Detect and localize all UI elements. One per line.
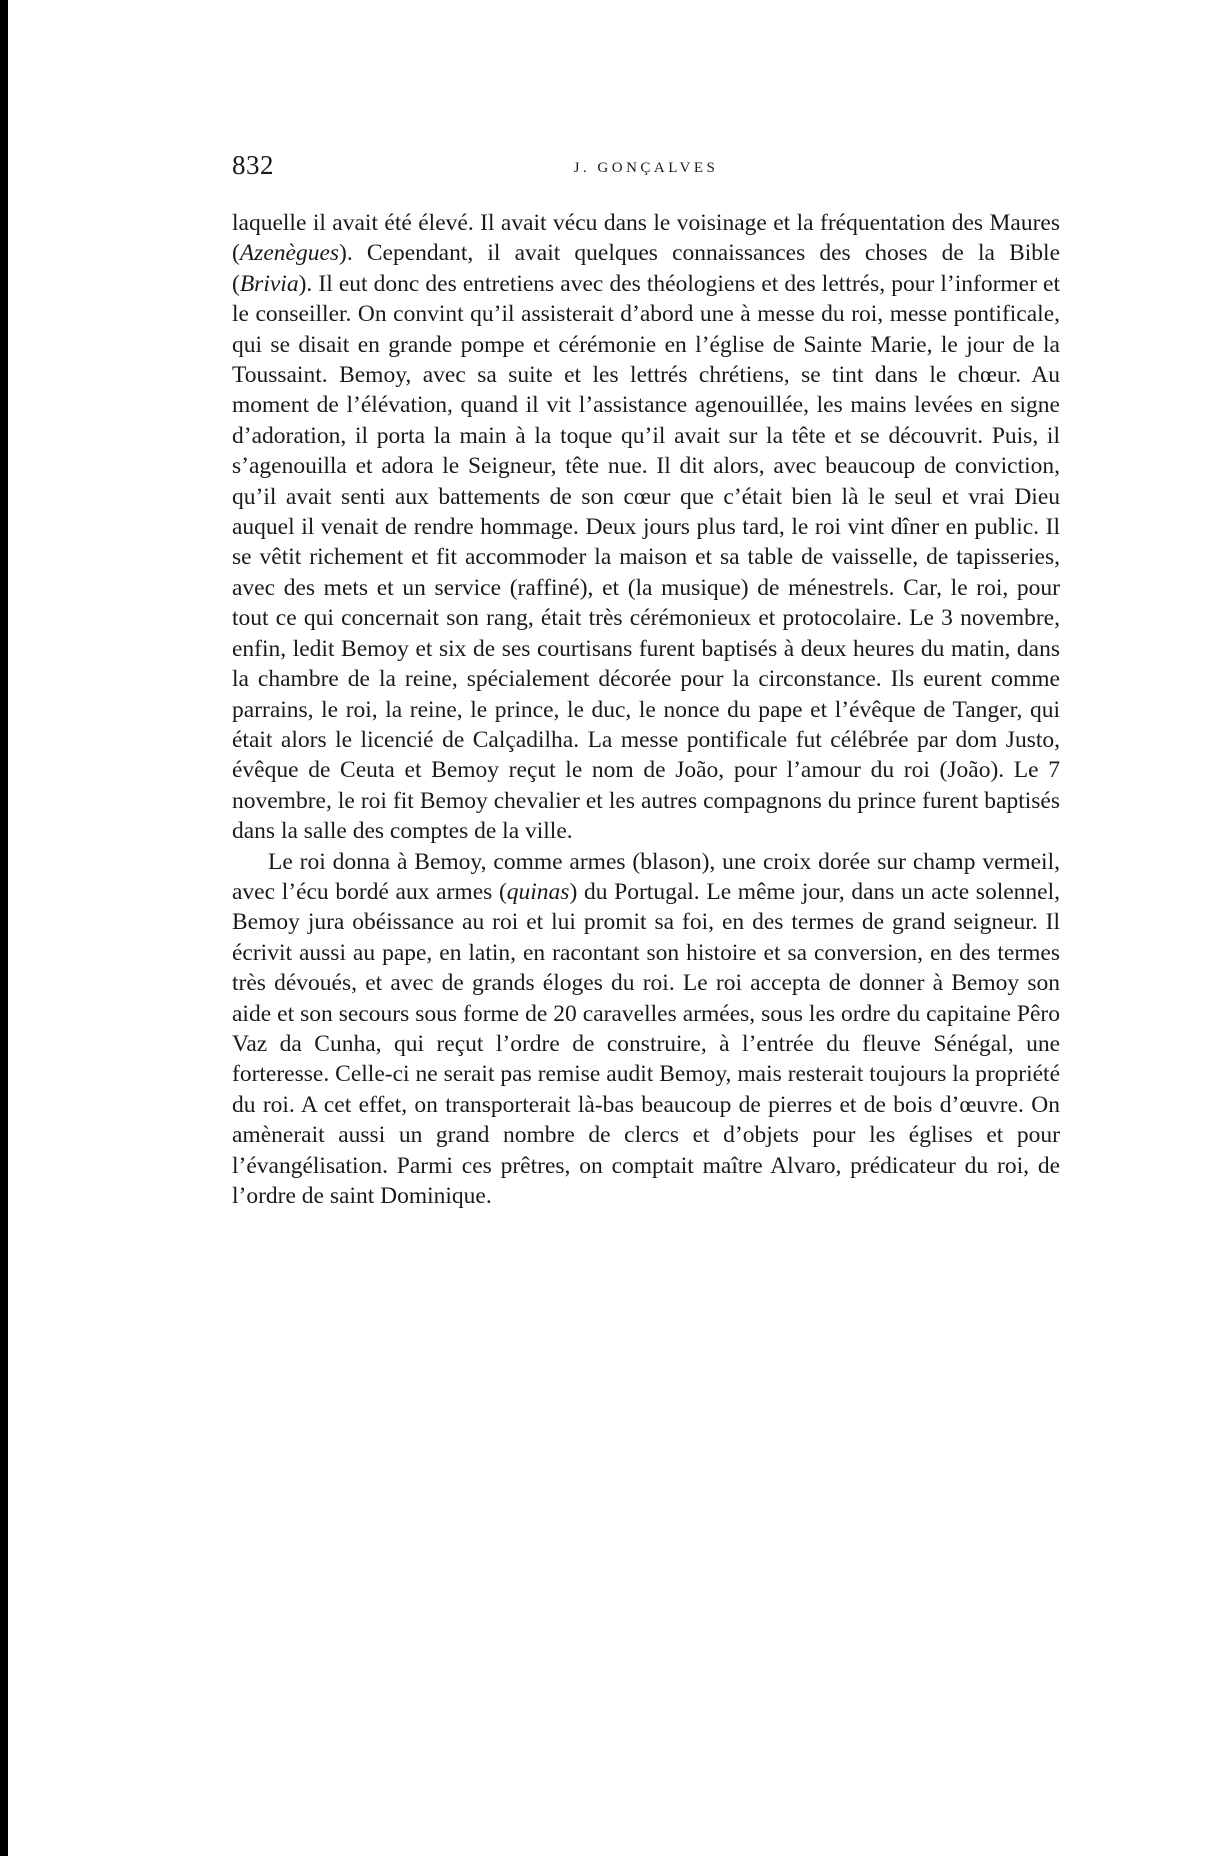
paragraph-2-text-2: ) du Portugal. Le même jour, dans un acte solennel, Bemoy jura obéissance au roi et lui promit sa foi, en des termes de grand seigneur. Il écrivit aussi au pape, en latin, en racontant son histoire et sa conversion, en des termes très dévoués, et avec de grands éloges du roi. Le roi accepta de donner à Bemoy son aide et son secours sous forme de 20 caravelles armées, sous les ordre du capitaine Pêro Vaz da Cunha, qui reçut l’ordre de construire, à l’entrée du fleuve Sénégal, une forteresse. Celle-ci ne serait pas remise audit Bemoy, mais resterait toujours la propriété du roi. A cet effet, on transporterait là-bas beaucoup de pierres et de bois d’œuvre. On amènerait aussi un grand nombre de clercs et d’objets pour les églises et pour l’évangélisation. Parmi ces prêtres, on comptait maître Alvaro, prédicateur du roi, de l’ordre de saint Dominique. <box>232 878 1060 1209</box>
paragraph-1-text-3: ). Il eut donc des entretiens avec des théologiens et des lettrés, pour l’informer et le conseiller. On convint qu’il assisterait d’abord une à messe du roi, messe pontificale, qui se disait en grande pompe et cérémonie en l’église de Sainte Marie, le jour de la Toussaint. Bemoy, avec sa suite et les lettrés chrétiens, se tint dans le chœur. Au moment de l’élévation, quand il vit l’assistance agenouillée, les mains levées en signe d’adoration, il porta la main à la toque qu’il avait sur la tête et se découvrit. Puis, il s’agenouilla et adora le Seigneur, tête nue. Il dit alors, avec beaucoup de conviction, qu’il avait senti aux battements de son cœur que c’était bien là le seul et vrai Dieu auquel il venait de rendre hommage. Deux jours plus tard, le roi vint dîner en public. Il se vêtit richement et fit accommoder la maison et sa table de vaisselle, de tapisseries, avec des mets et un service (raffiné), et (la musique) de ménestrels. Car, le roi, pour tout ce qui concernait son rang, était très cérémonieux et protocolaire. Le 3 novembre, enfin, ledit Bemoy et six de ses courtisans furent baptisés à deux heures du matin, dans la chambre de la reine, spécialement décorée pour la circonstance. Ils eurent comme parrains, le roi, la reine, le prince, le duc, le nonce du pape et l’évêque de Tanger, qui était alors le licencié de Calçadilha. La messe pontificale fut célébrée par dom Justo, évêque de Ceuta et Bemoy reçut le nom de João, pour l’amour du roi (João). Le 7 novembre, le roi fit Bemoy chevalier et les autres compagnons du prince furent baptisés dans la salle des comptes de la ville. <box>232 270 1060 845</box>
running-head <box>232 150 1060 186</box>
paragraph-1-italic-brivia: Brivia <box>239 270 299 297</box>
paragraph-2-italic-quinas: quinas <box>506 878 570 905</box>
paragraph-1-text-2: ). Cependant, il avait quelques connaissances des choses de la Bible ( <box>232 240 1060 297</box>
page-number: 832 <box>232 150 274 180</box>
paragraph-2-text-1: Le roi donna à Bemoy, comme armes (blason), une croix dorée sur champ vermeil, avec l’écu bordé aux armes ( <box>232 848 1060 905</box>
paragraph-1 <box>232 208 1060 847</box>
page <box>232 150 1060 1211</box>
scan-edge-border <box>0 0 8 1856</box>
paragraph-2 <box>232 847 1060 1212</box>
author-running-head: J. GONÇALVES <box>573 160 719 176</box>
paragraph-1-italic-azenegues: Azenègues <box>239 240 340 267</box>
paragraph-1-text-1: laquelle il avait été élevé. Il avait vécu dans le voisinage et la fréquentation des Maures ( <box>232 210 1060 267</box>
